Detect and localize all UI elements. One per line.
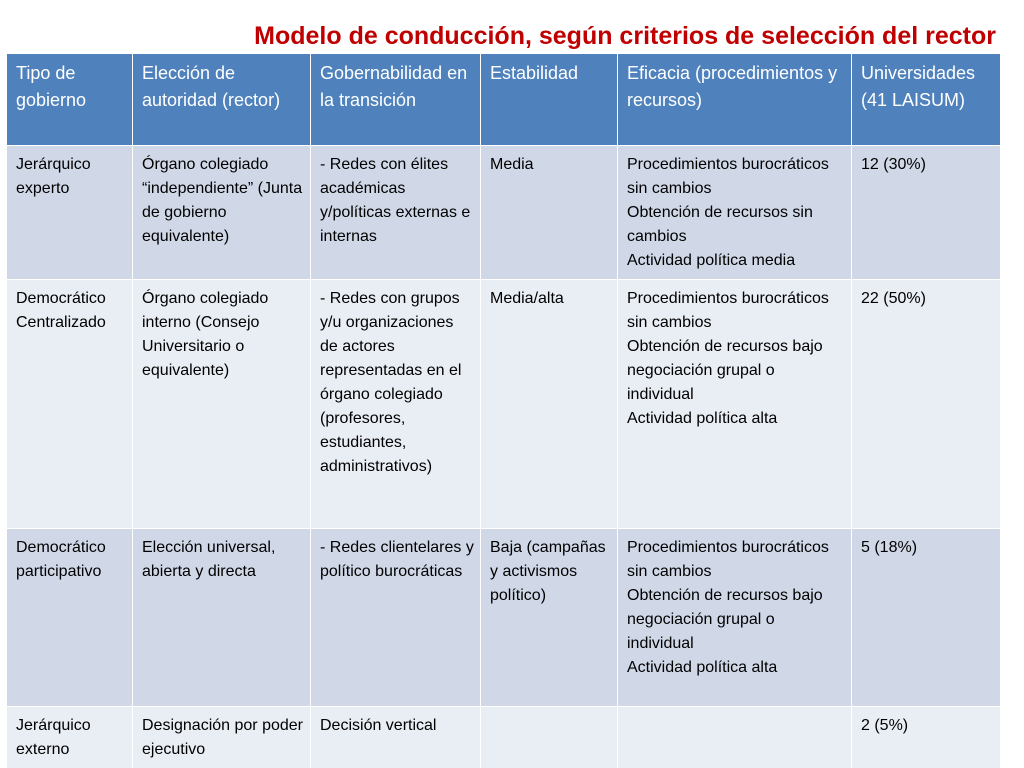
cell-eficacia [618,146,852,280]
cell-estabilidad: Media [481,146,618,280]
cell-estabilidad: Media/alta [481,280,618,529]
table-row [7,707,1001,768]
cell-gobernabilidad: - Redes con élites académicas y/políticas externas e internas [311,146,481,280]
eficacia-line: Actividad política alta [627,410,778,427]
eficacia-line: Obtención de recursos sin cambios [627,204,813,245]
cell-eficacia [618,707,852,768]
cell-eficacia [618,280,852,529]
cell-eleccion: Órgano colegiado “independiente” (Junta de gobierno equivalente) [133,146,311,280]
cell-gobernabilidad: - Redes clientelares y político burocráticas [311,529,481,707]
slide-title: Modelo de conducción, según criterios de selección del rector [254,22,996,50]
cell-tipo: Democrático participativo [7,529,133,707]
cell-universidades: 2 (5%) [852,707,1001,768]
cell-universidades: 5 (18%) [852,529,1001,707]
cell-universidades: 22 (50%) [852,280,1001,529]
eficacia-line: Actividad política alta [627,659,778,676]
table-row [7,280,1001,529]
cell-eleccion: Órgano colegiado interno (Consejo Universitario o equivalente) [133,280,311,529]
eficacia-line: Procedimientos burocráticos sin cambios [627,156,829,197]
cell-universidades: 12 (30%) [852,146,1001,280]
eficacia-line: Actividad política media [627,252,796,269]
cell-estabilidad [481,707,618,768]
cell-tipo: Jerárquico experto [7,146,133,280]
table-row [7,529,1001,707]
eficacia-line: Obtención de recursos bajo negociación grupal o individual [627,338,823,403]
cell-eleccion: Elección universal, abierta y directa [133,529,311,707]
header-estabilidad: Estabilidad [481,54,618,146]
cell-eleccion: Designación por poder ejecutivo [133,707,311,768]
governance-table [6,53,1001,768]
header-universidades: Universidades (41 LAISUM) [852,54,1001,146]
cell-gobernabilidad: Decisión vertical [311,707,481,768]
header-tipo: Tipo de gobierno [7,54,133,146]
header-eficacia: Eficacia (procedimientos y recursos) [618,54,852,146]
header-gobernabilidad: Gobernabilidad en la transición [311,54,481,146]
eficacia-line: Procedimientos burocráticos sin cambios [627,539,829,580]
cell-tipo: Jerárquico externo [7,707,133,768]
cell-eficacia [618,529,852,707]
eficacia-line: Procedimientos burocráticos sin cambios [627,290,829,331]
cell-gobernabilidad: - Redes con grupos y/u organizaciones de actores representadas en el órgano colegiado (profesores, estudiantes, administrativos) [311,280,481,529]
cell-estabilidad: Baja (campañas y activismos político) [481,529,618,707]
header-eleccion: Elección de autoridad (rector) [133,54,311,146]
eficacia-line: Obtención de recursos bajo negociación grupal o individual [627,587,823,652]
table-row [7,146,1001,280]
table-header-row [7,54,1001,146]
cell-tipo: Democrático Centralizado [7,280,133,529]
